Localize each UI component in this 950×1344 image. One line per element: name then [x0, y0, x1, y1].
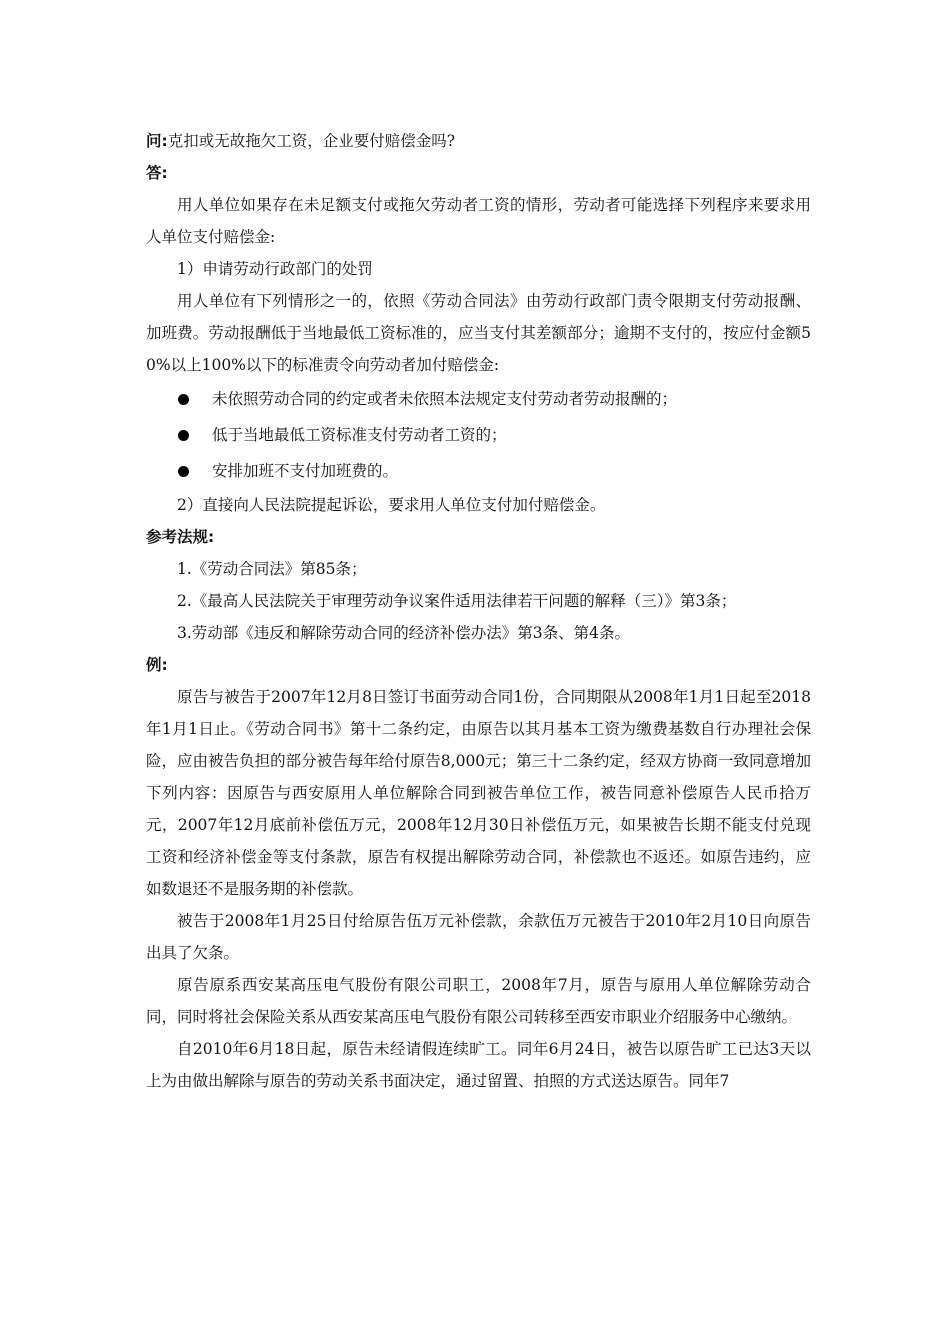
example-label: 例: [146, 656, 168, 674]
reference-item: 2.《最高人民法院关于审理劳动争议案件适用法律若干问题的解释（三）》第3条； [177, 592, 737, 610]
document-content [146, 125, 811, 1097]
bullet-text: 未依照劳动合同的约定或者未依照本法规定支付劳动者劳动报酬的； [212, 390, 678, 408]
bullet-item [146, 453, 811, 489]
example-paragraph: 原告原系西安某高压电气股份有限公司职工，2008年7月，原告与原用人单位解除劳动合同，同时将社会保险关系从西安某高压电气股份有限公司转移至西安市职业介绍服务中心缴纳。 [146, 976, 811, 1026]
bullet-dot-icon [178, 394, 189, 405]
example-paragraph: 自2010年6月18日起，原告未经请假连续旷工。同年6月24日，被告以原告旷工已达3天以上为由做出解除与原告的劳动关系书面决定，通过留置、拍照的方式送达原告。同年7 [146, 1040, 811, 1090]
bullet-item [146, 381, 811, 417]
bullet-dot-icon [178, 466, 189, 477]
answer-option-2: 2）直接向人民法院提起诉讼，要求用人单位支付加付赔偿金。 [177, 496, 606, 514]
bullet-dot-icon [178, 430, 189, 441]
question-text: 克扣或无故拖欠工资，企业要付赔偿金吗? [167, 132, 456, 150]
bullet-text: 低于当地最低工资标准支付劳动者工资的； [212, 426, 507, 444]
reference-item: 1.《劳动合同法》第85条； [177, 560, 367, 578]
answer-label: 答: [146, 164, 168, 182]
question-label: 问: [146, 132, 168, 150]
bullet-text: 安排加班不支付加班费的。 [212, 462, 399, 480]
example-paragraph: 被告于2008年1月25日付给原告伍万元补偿款，余款伍万元被告于2010年2月10日向原告出具了欠条。 [146, 912, 811, 962]
bullet-item [146, 417, 811, 453]
answer-intro: 用人单位如果存在未足额支付或拖欠劳动者工资的情形，劳动者可能选择下列程序来要求用人单位支付赔偿金: [146, 196, 811, 246]
reference-item: 3.劳动部《违反和解除劳动合同的经济补偿办法》第3条、第4条。 [177, 624, 631, 642]
example-paragraph: 原告与被告于2007年12月8日签订书面劳动合同1份，合同期限从2008年1月1日起至2018年1月1日止。《劳动合同书》第十二条约定，由原告以其月基本工资为缴费基数自行办理社会保险，应由被告负担的部分被告每年给付原告8,000元；第三十二条约定，经双方协商一致同意增加下列内容：因原告与西安原用人单位解除合同到被告单位工作，被告同意补偿原告人民币拾万元，2007年12月底前补偿伍万元，2008年12月30日补偿伍万元，如果被告长期不能支付兑现工资和经济补偿金等支付条款，原告有权提出解除劳动合同，补偿款也不返还。如原告违约，应如数退还不是服务期的补偿款。 [146, 688, 811, 898]
answer-option-1-detail: 用人单位有下列情形之一的，依照《劳动合同法》由劳动行政部门责令限期支付劳动报酬、加班费。劳动报酬低于当地最低工资标准的，应当支付其差额部分；逾期不支付的，按应付金额50%以上100%以下的标准责令向劳动者加付赔偿金: [146, 292, 811, 374]
answer-option-1: 1）申请劳动行政部门的处罚 [177, 260, 373, 278]
references-label: 参考法规: [146, 528, 215, 546]
question-line [146, 125, 811, 157]
